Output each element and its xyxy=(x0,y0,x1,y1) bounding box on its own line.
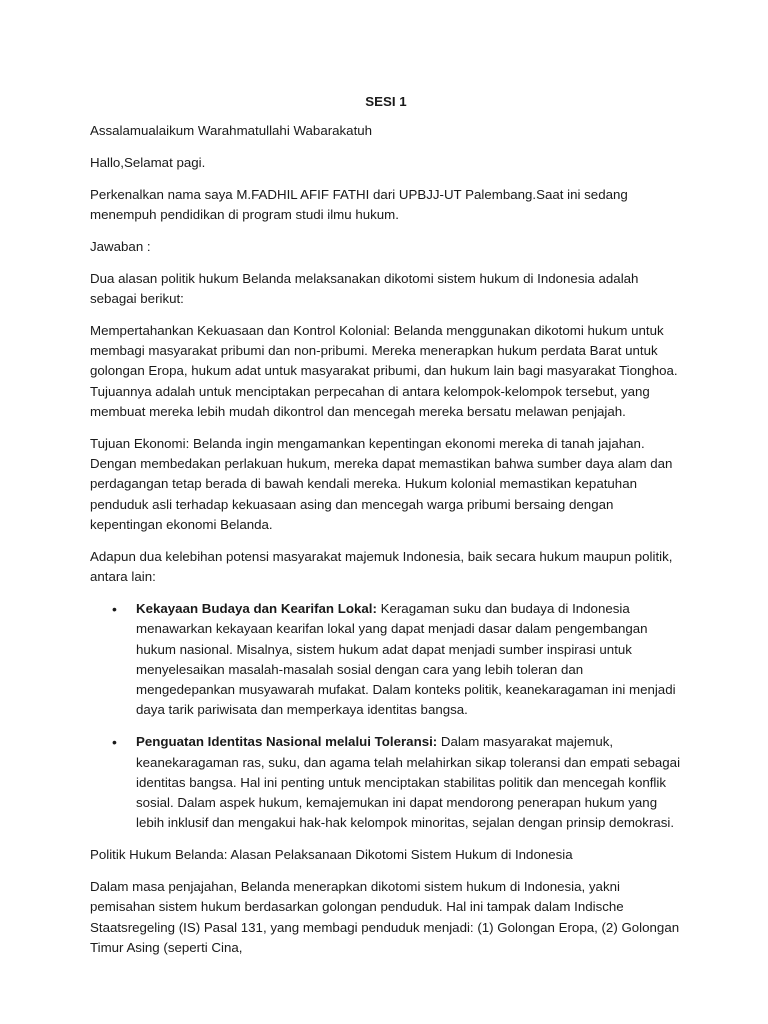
reason-power-paragraph: Mempertahankan Kekuasaan dan Kontrol Kolonial: Belanda menggunakan dikotomi hukum untuk membagi masyarakat pribumi dan non-pribumi. Mereka menerapkan hukum perdata Barat untuk golongan Eropa, hukum adat untuk masyarakat pribumi, dan hukum lain bagi masyarakat Tionghoa. Tujuannya adalah untuk menciptakan perpecahan di antara kelompok-kelompok tersebut, yang membuat mereka lebih mudah dikontrol dan mencegah mereka bersatu melawan penjajah. xyxy=(90,322,678,420)
bullet-icon: • xyxy=(112,600,117,617)
salutation-paragraph: Hallo,Selamat pagi. xyxy=(90,155,206,171)
list-item-heading: Kekayaan Budaya dan Kearifan Lokal: xyxy=(136,600,377,616)
list-item xyxy=(90,599,682,721)
advantages-intro-paragraph: Adapun dua kelebihan potensi masyarakat majemuk Indonesia, baik secara hukum maupun politik, antara lain: xyxy=(90,548,673,585)
bullet-icon: • xyxy=(112,734,117,751)
reasons-intro-paragraph: Dua alasan politik hukum Belanda melaksanakan dikotomi sistem hukum di Indonesia adalah sebagai berikut: xyxy=(90,270,639,307)
colonial-law-paragraph: Dalam masa penjajahan, Belanda menerapkan dikotomi sistem hukum di Indonesia, yakni pemisahan sistem hukum berdasarkan golongan penduduk. Hal ini tampak dalam Indische Staatsregeling (IS) Pasal 131, yang membagi penduduk menjadi: (1) Golongan Eropa, (2) Golongan Timur Asing (seperti Cina, xyxy=(90,879,680,955)
section-heading-paragraph: Politik Hukum Belanda: Alasan Pelaksanaan Dikotomi Sistem Hukum di Indonesia xyxy=(90,847,573,863)
list-item-heading: Penguatan Identitas Nasional melalui Toleransi: xyxy=(136,734,438,750)
greeting-paragraph: Assalamualaikum Warahmatullahi Wabarakatuh xyxy=(90,123,373,139)
list-item-text: Dalam masyarakat majemuk, keanekaragaman ras, suku, dan agama telah melahirkan sikap toleransi dan empati sebagai identitas bangsa. Hal ini penting untuk menciptakan stabilitas politik dan mencegah konflik sosial. Dalam aspek hukum, kemajemukan ini dapat mendorong penerapan hukum yang lebih inklusif dan mengakui hak-hak kelompok minoritas, sejalan dengan prinsip demokrasi. xyxy=(136,734,681,831)
document-page xyxy=(90,92,682,970)
reason-economy-paragraph: Tujuan Ekonomi: Belanda ingin mengamankan kepentingan ekonomi mereka di tanah jajahan. Dengan membedakan perlakuan hukum, mereka dapat memastikan bahwa sumber daya alam dan perdagangan tetap berada di bawah kendali mereka. Hukum kolonial memastikan kepatuhan penduduk asli terhadap kekuasaan asing dan mencegah warga pribumi bersaing dengan kepentingan ekonomi Belanda. xyxy=(90,435,673,533)
document-title: SESI 1 xyxy=(365,94,407,109)
list-item xyxy=(90,732,682,833)
introduction-paragraph: Perkenalkan nama saya M.FADHIL AFIF FATHI dari UPBJJ-UT Palembang.Saat ini sedang menempuh pendidikan di program studi ilmu hukum. xyxy=(90,186,628,223)
advantages-list xyxy=(90,599,682,834)
list-item-text: Keragaman suku dan budaya di Indonesia menawarkan kekayaan kearifan lokal yang dapat menjadi dasar dalam pengembangan hukum nasional. Misalnya, sistem hukum adat dapat menjadi sumber inspirasi untuk menyelesaikan masalah-masalah sosial dengan cara yang lebih toleran dan mengedepankan musyawarah mufakat. Dalam konteks politik, keanekaragaman ini menjadi daya tarik pariwisata dan memperkaya identitas bangsa. xyxy=(136,600,676,718)
answer-label: Jawaban : xyxy=(90,238,151,254)
